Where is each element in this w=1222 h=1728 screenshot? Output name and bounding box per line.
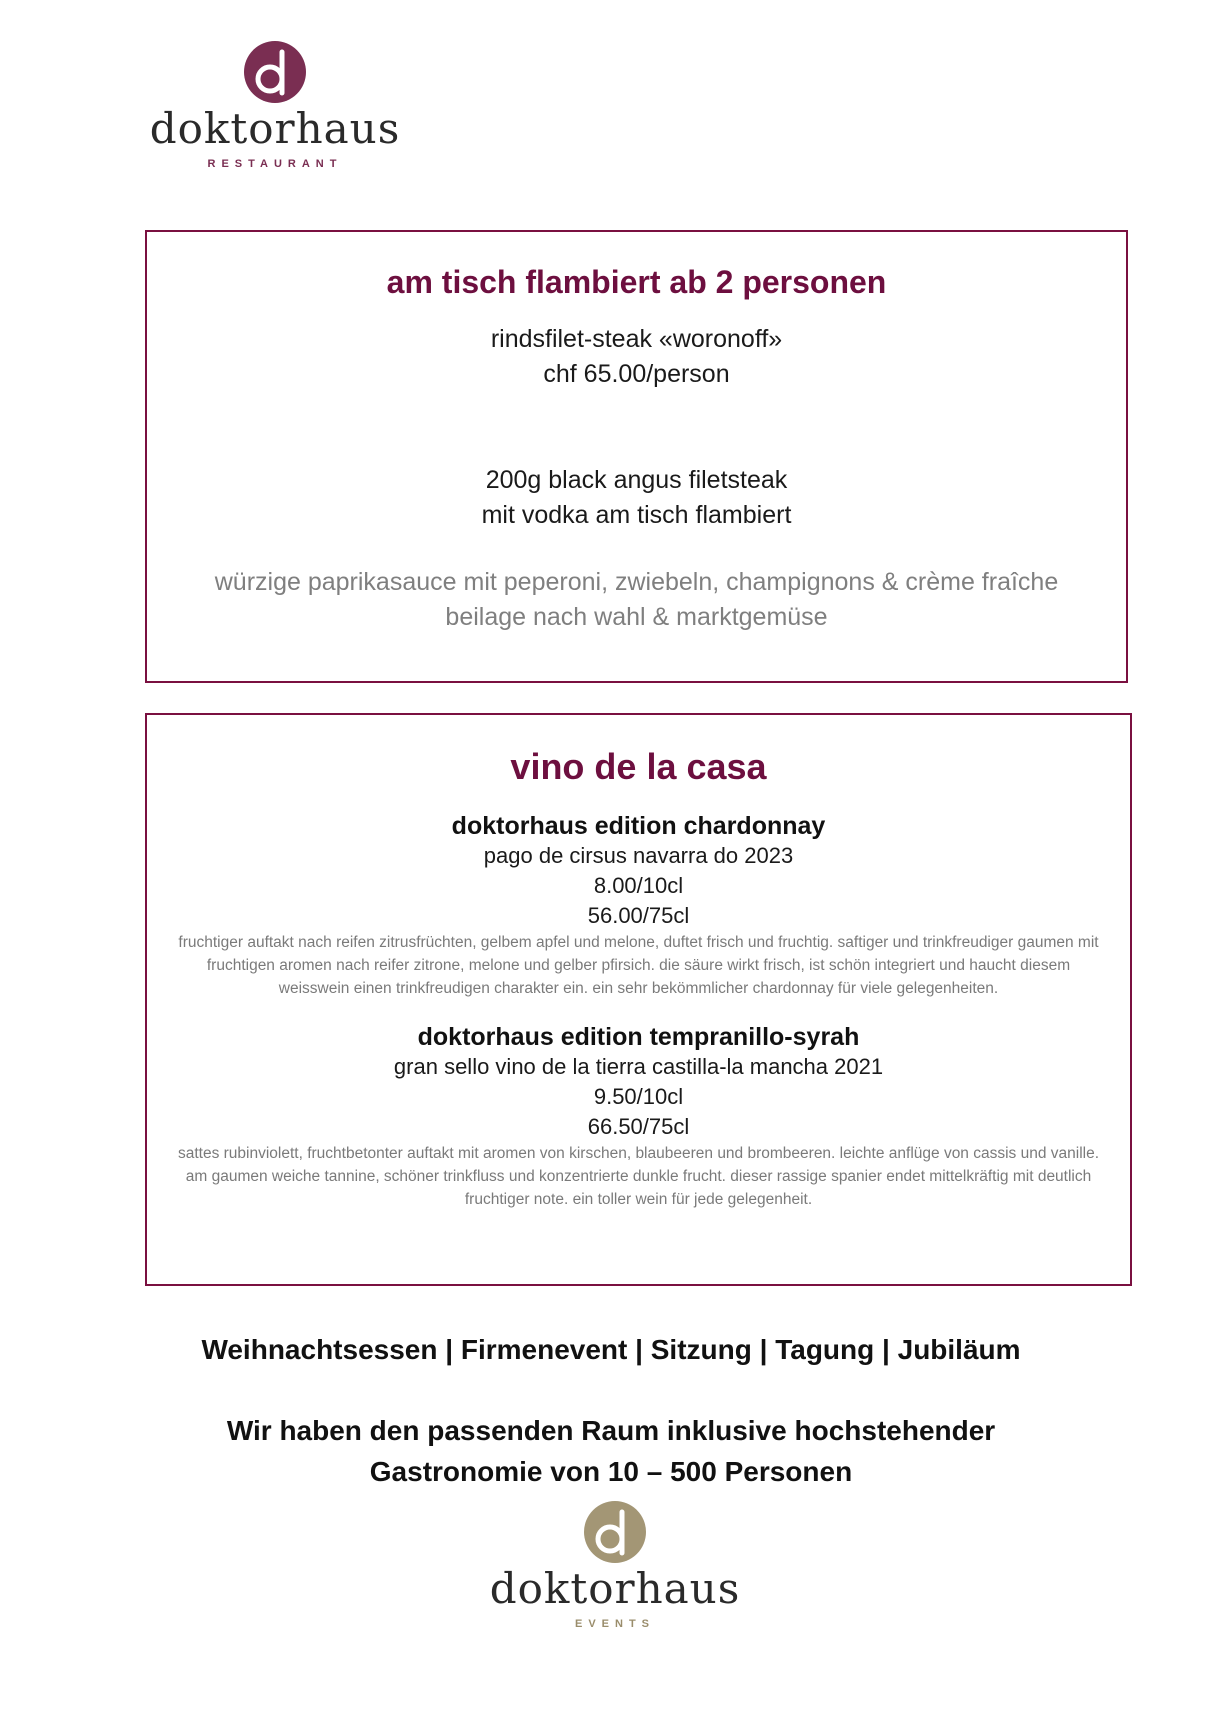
- flambiert-title: am tisch flambiert ab 2 personen: [386, 264, 887, 300]
- event-tagline-line-2: Gastronomie von 10 – 500 Personen: [369, 1456, 853, 1487]
- events-logo: [480, 1500, 750, 1630]
- wine-origin: gran sello vino de la tierra castilla-la mancha 2021: [393, 1054, 884, 1079]
- wine-item: [147, 811, 1130, 1000]
- brand-wordmark: doktorhaus: [489, 1564, 741, 1613]
- wine-price-bottle: 66.50/75cl: [587, 1114, 690, 1139]
- dish-description-2: mit vodka am tisch flambiert: [481, 501, 792, 529]
- events-label: EVENTS: [574, 1618, 655, 1630]
- wine-price-glass: 9.50/10cl: [593, 1084, 684, 1109]
- wine-origin: pago de cirsus navarra do 2023: [483, 843, 794, 868]
- event-tagline: [0, 1410, 1222, 1492]
- wine-title: vino de la casa: [510, 746, 767, 787]
- event-occasions: Weihnachtsessen | Firmenevent | Sitzung | Tagung | Jubiläum: [201, 1334, 1021, 1365]
- wine-section: [145, 713, 1132, 1286]
- wine-name: doktorhaus edition chardonnay: [451, 812, 826, 840]
- wine-name: doktorhaus edition tempranillo-syrah: [417, 1023, 860, 1051]
- restaurant-label: RESTAURANT: [207, 158, 343, 170]
- dish-price: chf 65.00/person: [543, 360, 730, 388]
- dish-name: rindsfilet-steak «woronoff»: [490, 325, 783, 353]
- dish-side: beilage nach wahl & marktgemüse: [445, 603, 828, 631]
- dish-description-1: 200g black angus filetsteak: [485, 466, 788, 494]
- wine-item: [147, 1022, 1130, 1211]
- wine-description: fruchtiger auftakt nach reifen zitrusfrüchten, gelbem apfel und melone, duftet frisch und fruchtig. saftiger und trinkfreudiger gaumen mit fruchtigen aromen nach reifer zitrone, melone und gelber pfirsich. die säure wirkt frisch, ist schön integriert und haucht diesem weisswein einen trinkfreudigen charakter ein. ein sehr bekömmlicher chardonnay für viele gelegenheiten.: [178, 934, 1099, 997]
- dish-sauce: würzige paprikasauce mit peperoni, zwiebeln, champignons & crème fraîche: [214, 568, 1059, 596]
- doktorhaus-d-icon: [583, 1500, 647, 1564]
- event-tagline-line-1: Wir haben den passenden Raum inklusive hochstehender: [226, 1415, 996, 1446]
- wine-price-glass: 8.00/10cl: [593, 873, 684, 898]
- brand-wordmark: doktorhaus: [149, 104, 401, 153]
- wine-price-bottle: 56.00/75cl: [587, 903, 690, 928]
- doktorhaus-d-icon: [243, 40, 307, 104]
- restaurant-logo: [140, 40, 410, 170]
- wine-description: sattes rubinviolett, fruchtbetonter auftakt mit aromen von kirschen, blaubeeren und brombeeren. leichte anflüge von cassis und vanille. am gaumen weiche tannine, schöner trinkfluss und konzentrierte dunkle frucht. dieser rassige spanier endet mittelkräftig mit deutlich fruchtiger note. ein toller wein für jede gelegenheit.: [177, 1145, 1100, 1208]
- flambiert-section: [145, 230, 1128, 683]
